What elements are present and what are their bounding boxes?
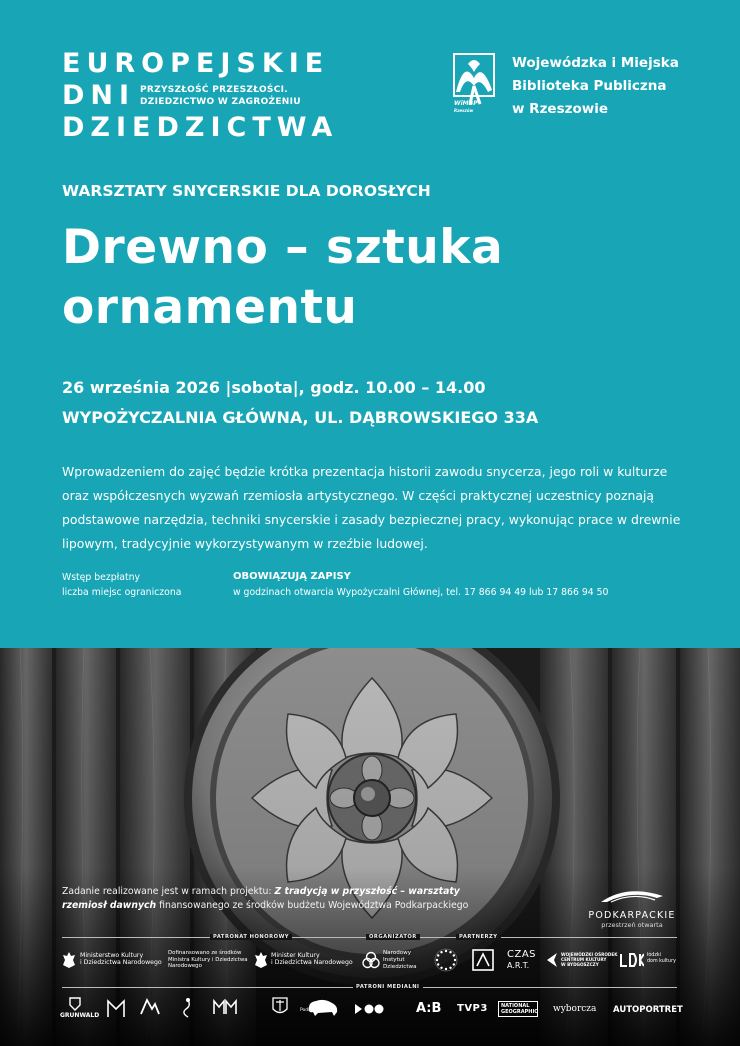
registration-text: w godzinach otwarcia Wypożyczalni Głównej, tel. 17 866 94 49 lub 17 866 94 50 xyxy=(233,587,609,598)
podkarpackie-sub: przestrzeń otwarta xyxy=(601,921,663,929)
logo-czas: CZAS xyxy=(507,949,537,960)
logo-mkidn-1: Ministerstwo Kultury xyxy=(80,952,144,959)
eagle-emblem-icon xyxy=(62,951,76,969)
entry-limited: liczba miejsc ograniczona xyxy=(62,587,182,598)
library-logo-text: WiMBP xyxy=(454,100,478,107)
logo-czas-art: A.R.T. xyxy=(507,961,530,970)
label-patroni: PATRONI MEDIALNI xyxy=(353,984,423,990)
logo-min-1: Minister Kultury xyxy=(271,952,320,959)
media-podlasie: Podlasie24 xyxy=(300,1008,325,1013)
label-partnerzy: PARTNERZY xyxy=(456,934,501,940)
project-info-line1 xyxy=(62,886,460,897)
logo-wok xyxy=(561,952,618,968)
media-ab: A:B xyxy=(416,1001,442,1016)
event-date: 26 września 2026 |sobota|, godz. 10.00 – 14.00 xyxy=(62,378,486,397)
description-line-2: oraz współczesnych wyzwań rzemiosła artystycznego. W części praktycznej uczestnicy poznają xyxy=(62,488,654,503)
media-autoportret: AUTOPORTRET xyxy=(613,1005,683,1015)
podkarpackie-logo xyxy=(584,888,680,929)
project-title-b: rzemiosł dawnych xyxy=(62,900,157,911)
logo-nid-1: Narodowy xyxy=(383,950,412,956)
event-subtitle: WARSZTATY SNYCERSKIE DLA DOROSŁYCH xyxy=(62,182,431,200)
logo-ldk-1: łódzki xyxy=(647,953,661,958)
project-title-a: Z tradycją w przyszłość – warsztaty xyxy=(274,886,460,897)
podkarpackie-name: PODKARPACKIE xyxy=(588,910,676,921)
media-wyborcza: wyborcza xyxy=(553,1004,597,1014)
library-name-line1: Wojewódzka i Miejska xyxy=(512,55,679,71)
edd-logo-line2: DNI xyxy=(62,80,136,111)
logo-dof-1: Dofinansowano ze środków xyxy=(168,950,242,956)
media-natgeo-1: NATIONAL xyxy=(501,1003,530,1009)
logo-wok-1: WOJEWÓDZKI OŚRODEK xyxy=(561,952,618,957)
project-pre: Zadanie realizowane jest w ramach projektu: xyxy=(62,886,275,897)
label-patronat: PATRONAT HONOROWY xyxy=(210,934,292,940)
logo-nid xyxy=(383,950,417,970)
logo-wok-3: W BYDGOSZCZY xyxy=(561,962,599,968)
coat-of-arms-icon xyxy=(272,997,288,1017)
library-name xyxy=(512,52,679,121)
logo-minister xyxy=(271,952,353,967)
library-logo-icon xyxy=(450,52,498,112)
nid-triquetra-icon xyxy=(362,951,380,969)
media-grunwald: GRUNWALD xyxy=(60,1012,100,1019)
event-title-line1: Drewno – sztuka xyxy=(62,220,504,275)
logo-min-2: i Dziedzictwa Narodowego xyxy=(271,959,353,967)
logo-wok-2: CENTRUM KULTURY xyxy=(561,957,607,963)
description-line-1: Wprowadzeniem do zajęć będzie krótka prezentacja historii zawodu snycerza, jego roli w kulturze xyxy=(62,464,668,479)
library-logo-subtext: Rzeszów xyxy=(454,108,474,113)
description-line-3: podstawowe narzędzia, techniki snycerskie i zasady bezpiecznej pracy, wykonując prace w drewnie xyxy=(62,512,681,527)
logo-dof-3: Narodowego xyxy=(168,963,202,970)
logo-dof-2: Ministra Kultury i Dziedzictwa xyxy=(168,956,248,963)
event-place: WYPOŻYCZALNIA GŁÓWNA, UL. DĄBROWSKIEGO 33A xyxy=(62,408,539,427)
logo-nid-2: Instytut xyxy=(383,956,405,963)
edd-tagline-2: DZIEDZICTWO W ZAGROŻENIU xyxy=(140,97,301,107)
project-post: finansowanego ze środków budżetu Województwa Podkarpackiego xyxy=(156,900,469,911)
logo-dofinansowano xyxy=(168,950,248,970)
library-name-line2: Biblioteka Publiczna xyxy=(512,78,667,94)
partner-square-icon xyxy=(472,949,494,971)
label-organizator: ORGANIZATOR xyxy=(366,934,420,940)
museum-logo-icon xyxy=(213,999,237,1015)
dancer-icon xyxy=(178,997,196,1019)
grunwald-icon xyxy=(68,997,82,1011)
media-natgeo-2: GEOGRAPHIC xyxy=(501,1009,538,1015)
logo-ldk xyxy=(647,953,676,965)
ldk-logo-icon xyxy=(620,953,644,967)
media-tvp3: TVP3 xyxy=(457,1003,488,1014)
entry-free: Wstęp bezpłatny xyxy=(62,572,141,583)
mountain-icon xyxy=(140,997,160,1015)
description-line-4: lipowym, tradycyjnie wykorzystywanym w rzeźbie ludowej. xyxy=(62,536,428,551)
event-title-line2: ornamentu xyxy=(62,280,358,335)
edd-logo-line1: EUROPEJSKIE xyxy=(62,48,330,79)
museum-icon xyxy=(106,997,126,1019)
project-info-line2 xyxy=(62,900,468,911)
logo-mkidn xyxy=(80,952,162,967)
logo-mkidn-2: i Dziedzictwa Narodowego xyxy=(80,959,162,967)
eu-stars-icon xyxy=(434,948,458,972)
edd-logo-line3: DZIEDZICTWA xyxy=(62,112,339,143)
podkarpackie-swoosh-icon xyxy=(597,888,667,904)
logo-nid-3: Dziedzictwa xyxy=(383,963,417,970)
wok-arrow-icon xyxy=(543,951,559,969)
radio-icon xyxy=(354,1003,384,1015)
natgeo-frame xyxy=(498,1001,538,1017)
eagle-emblem-icon-2 xyxy=(254,951,268,969)
registration-title: OBOWIĄZUJĄ ZAPISY xyxy=(233,571,351,582)
edd-tagline-1: PRZYSZŁOŚĆ PRZESZŁOŚCI. xyxy=(140,85,288,95)
logo-ldk-2: dom kultury xyxy=(647,958,676,964)
library-name-line3: w Rzeszowie xyxy=(512,101,609,117)
